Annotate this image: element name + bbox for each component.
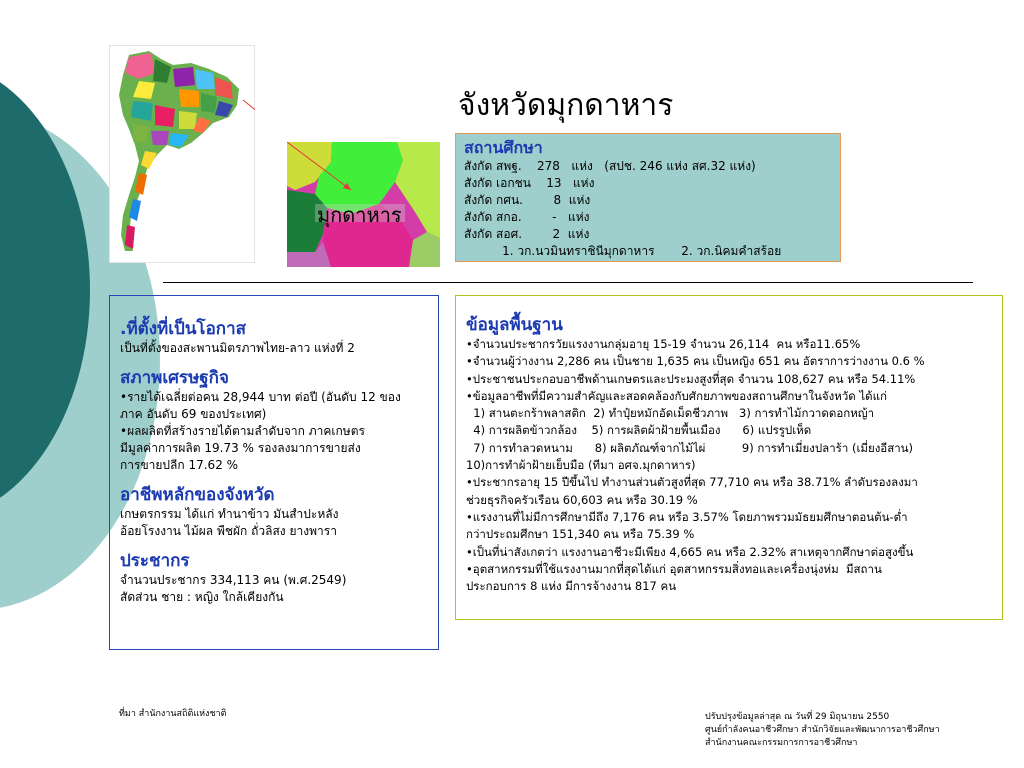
economy-line: •ผลผลิตที่สร้างรายได้ตามลำดับจาก ภาคเกษตร (120, 424, 365, 438)
basic-info-line: •ประชาชนประกอบอาชีพด้านเกษตรและประมงสูงที่สุด จำนวน 108,627 คน หรือ 54.11% (466, 371, 916, 386)
basic-info-line: 4) การผลิตข้าวกล้อง 5) การผลิตผ้าฝ้ายพื้นเมือง 6) แปรรูปเห็ด (466, 423, 812, 438)
footer-line: สำนักงานคณะกรรมการการอาชีวศึกษา (705, 738, 858, 748)
school-row: สังกัด สพฐ. 278 แห่ง (สปช. 246 แห่ง สศ.32 แห่ง) (464, 159, 756, 173)
school-row: สังกัด กศน. 8 แห่ง (464, 193, 591, 207)
location-text: เป็นที่ตั้งของสะพานมิตรภาพไทย-ลาว แห่งที่ 2 (120, 341, 355, 355)
divider-line (163, 282, 973, 283)
basic-info-line: ช่วยธุรกิจครัวเรือน 60,603 คน หรือ 30.19 % (466, 492, 698, 507)
economy-line: มีมูลค่าการผลิต 19.73 % รองลงมาการขายส่ง (120, 441, 361, 455)
school-row: 1. วก.นวมินทราชินีมุกดาหาร 2. วก.นิคมคำสร้อย (464, 244, 782, 258)
footer-credits (705, 711, 940, 750)
province-map (287, 142, 440, 267)
economy-line: การขายปลีก 17.62 % (120, 458, 239, 472)
economy-line: ภาค อันดับ 69 ของประเทศ) (120, 407, 267, 421)
school-row: สังกัด สอศ. 2 แห่ง (464, 227, 590, 241)
school-heading: สถานศึกษา (464, 138, 543, 157)
school-row: สังกัด เอกชน 13 แห่ง (464, 176, 595, 190)
province-profile-box (109, 295, 439, 650)
basic-info-line: •เป็นที่น่าสังเกตว่า แรงงานอาชีวะมีเพียง 4,665 คน หรือ 2.32% สาเหตุจากศึกษาต่อสูงขึ้น (466, 544, 914, 559)
footer-line: ศูนย์กำลังคนอาชีวศึกษา สำนักวิจัยและพัฒนาการอาชีวศึกษา (705, 725, 940, 735)
occupation-heading: อาชีพหลักของจังหวัด (120, 485, 275, 505)
location-heading: .ที่ตั้งที่เป็นโอกาส (120, 319, 246, 339)
basic-info-line: •จำนวนผู้ว่างงาน 2,286 คน เป็นชาย 1,635 คน เป็นหญิง 651 คน อัตราการว่างงาน 0.6 % (466, 354, 925, 369)
economy-heading: สภาพเศรษฐกิจ (120, 368, 229, 388)
basic-info-heading: ข้อมูลพื้นฐาน (466, 315, 563, 335)
basic-info-line: •ประชากรอายุ 15 ปีขึ้นไป ทำงานส่วนตัวสูงที่สุด 77,710 คน หรือ 38.71% ลำดับรองลงมา (466, 475, 918, 490)
population-line: จำนวนประชากร 334,113 คน (พ.ศ.2549) (120, 573, 347, 587)
basic-info-line: ประกอบการ 8 แห่ง มีการจ้างงาน 817 คน (466, 579, 677, 594)
economy-line: •รายได้เฉลี่ยต่อคน 28,944 บาท ต่อปี (อันดับ 12 ของ (120, 390, 401, 404)
footer-line: ปรับปรุงข้อมูลล่าสุด ณ วันที่ 29 มิถุนายน 2550 (705, 712, 890, 722)
basic-info-line: กว่าประถมศึกษา 151,340 คน หรือ 75.39 % (466, 527, 695, 542)
basic-info-line: 7) การทำลวดหนาม 8) ผลิตภัณฑ์จากไม้ไผ่ 9) การทำเมี่ยงปลาร้า (เมี่ยงอีสาน) (466, 440, 914, 455)
basic-info-line: •ข้อมูลอาชีพที่มีความสำคัญและสอดคล้องกับศักยภาพของสถานศึกษาในจังหวัด ได้แก่ (466, 388, 888, 403)
thailand-map (109, 45, 255, 263)
map-label: มุกดาหาร (317, 203, 402, 227)
source-note: ที่มา สำนักงานสถิติแห่งชาติ (119, 709, 227, 719)
basic-info-line: •จำนวนประชากรวัยแรงงานกลุ่มอายุ 15-19 จำนวน 26,114 คน หรือ11.65% (466, 337, 861, 351)
basic-info-line: 10)การทำผ้าฝ้ายเย็บมือ (ทีมา อศจ.มุกดาหาร) (466, 458, 696, 473)
basic-info-box (455, 295, 1003, 620)
basic-info-line: •แรงงานที่ไม่มีการศึกษามีถึง 7,176 คน หรือ 3.57% โดยภาพรวมมัธยมศึกษาตอนต้น-ต่ำ (466, 509, 908, 524)
page-title: จังหวัดมุกดาหาร (458, 88, 674, 123)
population-heading: ประชากร (120, 551, 190, 571)
occupation-line: เกษตรกรรม ได้แก่ ทำนาข้าว มันสำปะหลัง (120, 507, 339, 521)
occupation-line: อ้อยโรงงาน ไม้ผล พืชผัก ถั่วลิสง ยางพารา (120, 524, 337, 538)
school-row: สังกัด สกอ. - แห่ง (464, 210, 590, 224)
basic-info-line: •อุตสาหกรรมที่ใช้แรงงานมากที่สุดได้แก่ อุตสาหกรรมสิ่งทอและเครื่องนุ่งห่ม มีสถาน (466, 561, 882, 576)
population-line: สัดส่วน ชาย : หญิง ใกล้เคียงกัน (120, 590, 284, 604)
basic-info-line: 1) สานตะกร้าพลาสติก 2) ทำปุ๋ยหมักอัดเม็ดชีวภาพ 3) การทำไม้กวาดดอกหญ้า (466, 406, 875, 421)
school-info-box (455, 133, 841, 262)
